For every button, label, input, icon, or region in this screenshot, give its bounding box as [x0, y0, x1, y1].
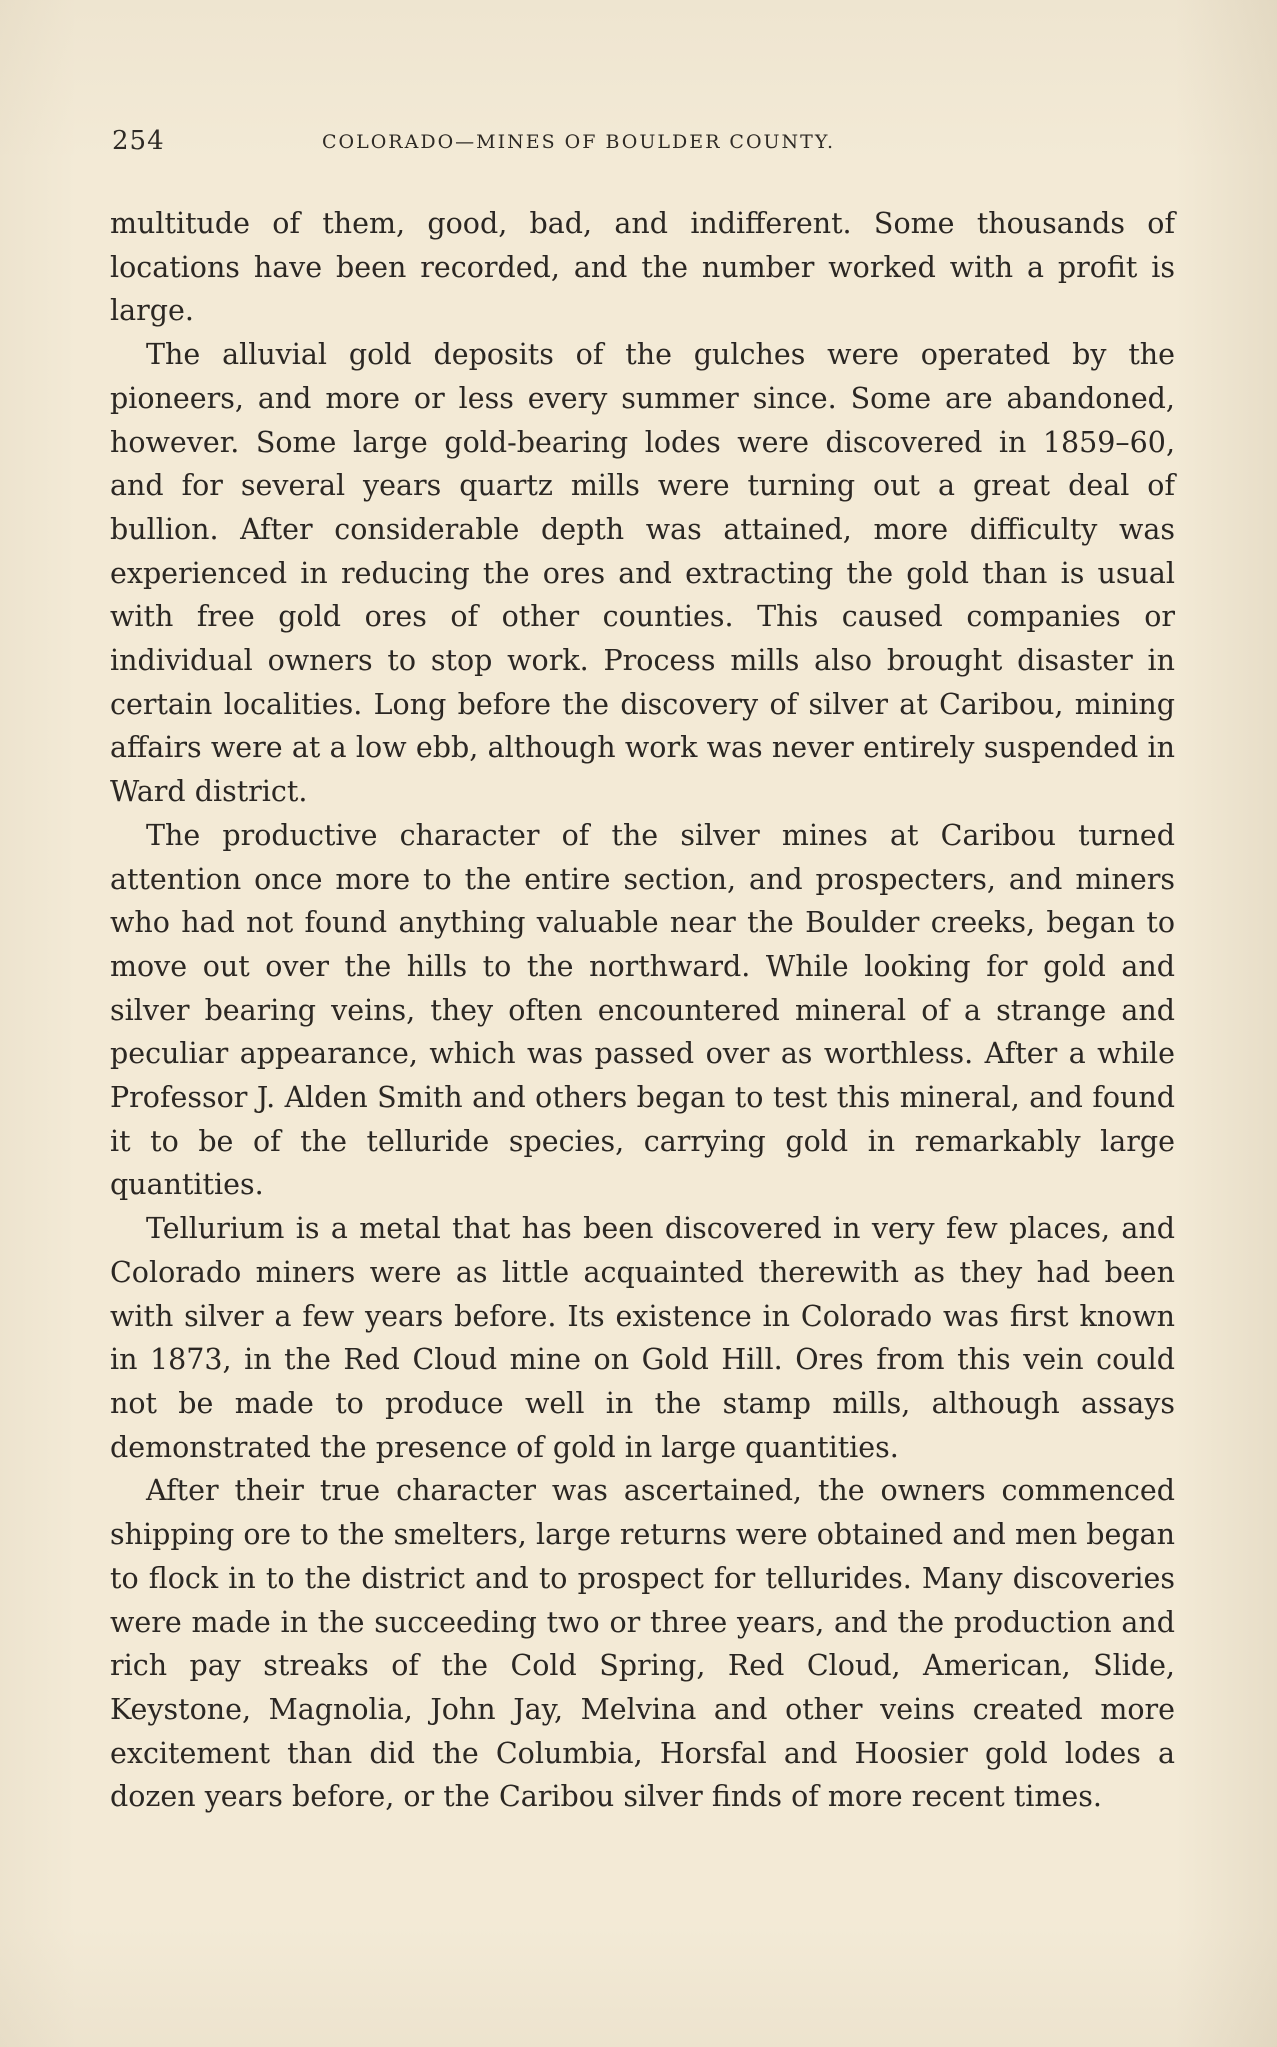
paragraph-smelters: After their true character was ascertained, the owners commenced shipping ore to the smelters, large returns were obtained and men began to flock in to the district and to prospect for tellurides. Many discoveries were made in the succeeding two or three years, and the production and rich pay streaks of the Cold Spring, Red Cloud, American, Slide, Keystone, Magnolia, John Jay, Melvina and other veins created more excitement than did the Columbia, Horsfal and Hoosier gold lodes a dozen years before, or the Caribou silver finds of more recent times. — [110, 1474, 1175, 1814]
paragraph-silver-caribou: The productive character of the silver mines at Caribou turned attention once more to the entire section, and prospecters, and miners who had not found anything valuable near the Boulder creeks, began to move out over the hills to the northward. While looking for gold and silver bearing veins, they often encountered mineral of a strange and peculiar appearance, which was passed over as worthless. After a while Professor J. Alden Smith and others began to test this mineral, and found it to be of the telluride species, carrying gold in remarkably large quantities. — [110, 818, 1175, 1202]
paragraph-tellurium: Tellurium is a metal that has been discovered in very few places, and Colorado miners were as little acquainted therewith as they had been with silver a few years before. Its existence in Colorado was first known in 1873, in the Red Cloud mine on Gold Hill. Ores from this vein could not be made to produce well in the stamp mills, although assays demonstrated the presence of gold in large quantities. — [110, 1212, 1175, 1464]
page-header — [112, 126, 1172, 162]
paragraph-alluvial-gold: The alluvial gold deposits of the gulches were operated by the pioneers, and more or less every summer since. Some are abandoned, however. Some large gold-bearing lodes were discovered in 1859–60, and for several years quartz mills were turning out a great deal of bullion. After considerable depth was attained, more difficulty was experienced in reducing the ores and extracting the gold than is usual with free gold ores of other counties. This caused companies or individual owners to stop work. Process mills also brought disaster in certain localities. Long before the discovery of silver at Caribou, mining affairs were at a low ebb, although work was never entirely suspended in Ward district. — [110, 338, 1175, 809]
paragraph-continued: multitude of them, good, bad, and indifferent. Some thousands of locations have been recorded, and the number worked with a profit is large. — [110, 207, 1175, 328]
page-number: 254 — [112, 126, 165, 156]
body-text — [110, 202, 1175, 1819]
running-head: COLORADO—MINES OF BOULDER COUNTY. — [322, 131, 835, 153]
